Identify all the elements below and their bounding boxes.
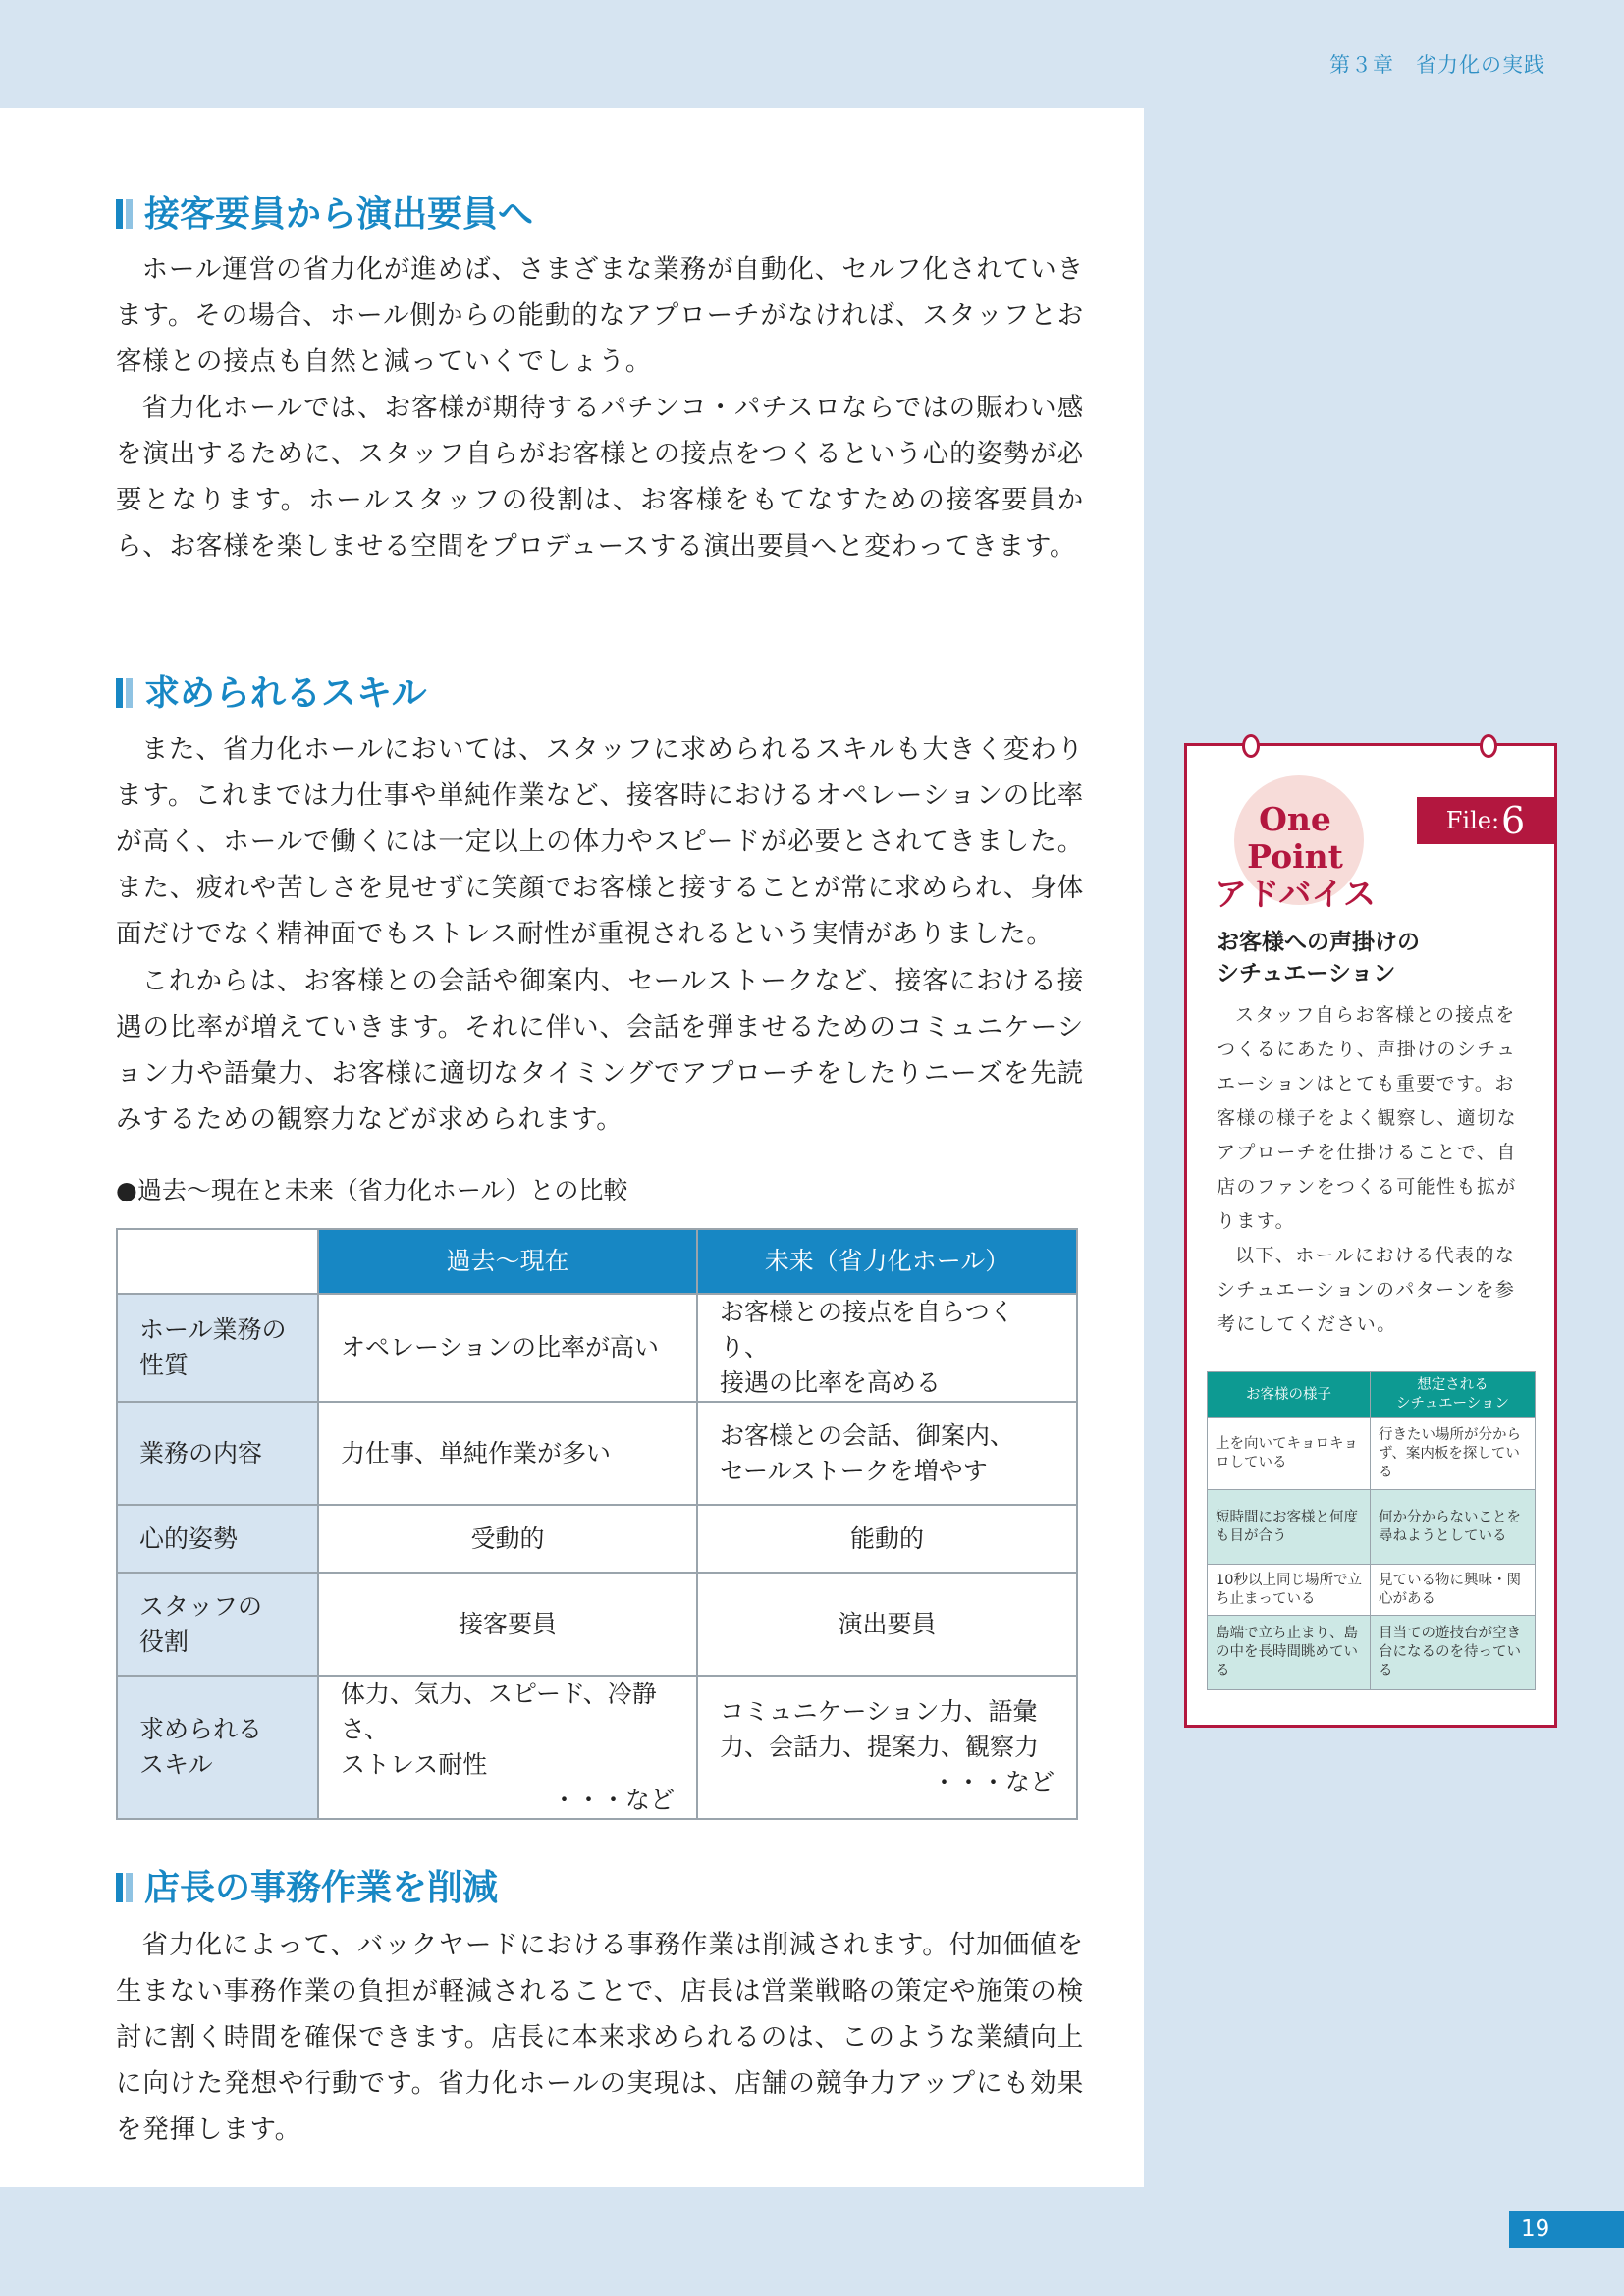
situation-header-situation: 想定される シチュエーション	[1371, 1372, 1536, 1418]
situation-row	[1208, 1565, 1536, 1616]
future-cell	[697, 1676, 1077, 1819]
heading-bar-icon	[116, 199, 133, 229]
situation-row	[1208, 1616, 1536, 1690]
one-point-advice-box	[1184, 743, 1557, 1728]
situation-cell: 行きたい場所が分からず、案内板を探している	[1371, 1418, 1536, 1490]
file-number: 6	[1501, 799, 1526, 842]
table-row	[117, 1505, 1077, 1573]
comparison-table	[116, 1228, 1078, 1820]
future-cell: お客様との会話、御案内、 セールストークを増やす	[697, 1402, 1077, 1505]
future-cell: 演出要員	[697, 1573, 1077, 1676]
table-header-future: 未来（省力化ホール）	[697, 1229, 1077, 1294]
table-caption: ●過去～現在と未来（省力化ホール）との比較	[116, 1176, 628, 1204]
file-badge	[1417, 797, 1554, 844]
table-row	[117, 1402, 1077, 1505]
situation-table	[1207, 1371, 1536, 1690]
situation-row	[1208, 1418, 1536, 1490]
file-label: File:	[1445, 807, 1500, 834]
heading-bar-icon	[116, 1873, 133, 1902]
onepoint-title-line1: One Point	[1247, 800, 1343, 876]
situation-cell: 見ている物に興味・関心がある	[1371, 1565, 1536, 1616]
situation-header-row	[1208, 1372, 1536, 1418]
section-heading-manager-tasks	[116, 1867, 499, 1908]
situation-header-state: お客様の様子	[1208, 1372, 1371, 1418]
onepoint-title	[1207, 801, 1383, 913]
past-cell-text: 体力、気力、スピード、冷静さ、 ストレス耐性	[341, 1680, 657, 1779]
past-cell	[318, 1676, 697, 1819]
row-label: 心的姿勢	[117, 1505, 318, 1573]
binder-ring-icon	[1480, 734, 1497, 758]
section-heading-customer-service	[116, 193, 534, 235]
state-cell: 10秒以上同じ場所で立ち止まっている	[1208, 1565, 1371, 1616]
situation-cell: 何か分からないことを尋ねようとしている	[1371, 1490, 1536, 1565]
paragraph: 省力化によって、バックヤードにおける事務作業は削減されます。付加価値を生まない事務作業の負担が軽減されることで、店長は営業戦略の策定や施策の検討に割く時間を確保できます。店長に本来求められるのは、このような業績向上に向けた発想や行動です。省力化ホールの実現は、店舗の競争力アップにも効果を発揮します。	[116, 1930, 1084, 2145]
paragraph: これからは、お客様との会話や御案内、セールストークなど、接客における接遇の比率が増えていきます。それに伴い、会話を弾ませるためのコミュニケーション力や語彙力、お客様に適切なタイミングでアプローチをしたりニーズを先読みするための観察力などが求められます。	[116, 966, 1084, 1135]
chapter-header: 第３章 省力化の実践	[1329, 53, 1545, 77]
section-heading-text: 接客要員から演出要員へ	[144, 193, 534, 235]
paragraph: また、省力化ホールにおいては、スタッフに求められるスキルも大きく変わります。これまでは力仕事や単純作業など、接客時におけるオペレーションの比率が高く、ホールで働くには一定以上の体力やスピードが必要とされてきました。また、疲れや苦しさを見せずに笑顔でお客様と接することが常に求められ、身体面だけでなく精神面でもストレス耐性が重視されるという実情がありました。	[116, 734, 1084, 949]
section-heading-text: 店長の事務作業を削減	[144, 1867, 499, 1908]
heading-bar-icon	[116, 678, 133, 708]
onepoint-title-line2: アドバイス	[1214, 875, 1376, 913]
etc-note: ・・・など	[931, 1768, 1055, 1796]
table-header-past: 過去～現在	[318, 1229, 697, 1294]
box-heading: お客様への声掛けの シチュエーション	[1217, 930, 1420, 987]
state-cell: 短時間にお客様と何度も目が合う	[1208, 1490, 1371, 1565]
table-header-blank	[117, 1229, 318, 1294]
row-label: スタッフの 役割	[117, 1573, 318, 1676]
table-header-row	[117, 1229, 1077, 1294]
row-label: 求められる スキル	[117, 1676, 318, 1819]
situation-row	[1208, 1490, 1536, 1565]
past-cell: 受動的	[318, 1505, 697, 1573]
paragraph: ホール運営の省力化が進めば、さまざまな業務が自動化、セルフ化されていきます。その場合、ホール側からの能動的なアプローチがなければ、スタッフとお客様との接点も自然と減っていくでしょう。	[116, 254, 1084, 377]
table-row	[117, 1676, 1077, 1819]
box-paragraph: スタッフ自らお客様との接点をつくるにあたり、声掛けのシチュエーションはとても重要です。お客様の様子をよく観察し、適切なアプローチを仕掛けることで、自店のファンをつくる可能性も拡がります。	[1217, 1004, 1518, 1232]
past-cell: オペレーションの比率が高い	[318, 1294, 697, 1402]
future-cell: 能動的	[697, 1505, 1077, 1573]
state-cell: 上を向いてキョロキョロしている	[1208, 1418, 1371, 1490]
section-heading-required-skills	[116, 672, 427, 714]
state-cell: 島端で立ち止まり、島の中を長時間眺めている	[1208, 1616, 1371, 1690]
row-label: 業務の内容	[117, 1402, 318, 1505]
paragraph: 省力化ホールでは、お客様が期待するパチンコ・パチスロならではの賑わい感を演出するために、スタッフ自らがお客様との接点をつくるという心的姿勢が必要となります。ホールスタッフの役割は、お客様をもてなすための接客要員から、お客様を楽しませる空間をプロデュースする演出要員へと変わってきます。	[116, 393, 1084, 561]
table-row	[117, 1573, 1077, 1676]
past-cell: 力仕事、単純作業が多い	[318, 1402, 697, 1505]
box-paragraph: 以下、ホールにおける代表的なシチュエーションのパターンを参考にしてください。	[1217, 1245, 1516, 1335]
page-number: 19	[1509, 2211, 1624, 2248]
future-cell-text: コミュニケーション力、語彙力、会話力、提案力、観察力	[720, 1697, 1040, 1761]
past-cell: 接客要員	[318, 1573, 697, 1676]
section-heading-text: 求められるスキル	[144, 672, 427, 714]
future-cell: お客様との接点を自らつくり、 接遇の比率を高める	[697, 1294, 1077, 1402]
situation-cell: 目当ての遊技台が空き台になるのを待っている	[1371, 1616, 1536, 1690]
binder-ring-icon	[1242, 734, 1260, 758]
etc-note: ・・・など	[551, 1786, 675, 1814]
row-label: ホール業務の 性質	[117, 1294, 318, 1402]
table-row	[117, 1294, 1077, 1402]
